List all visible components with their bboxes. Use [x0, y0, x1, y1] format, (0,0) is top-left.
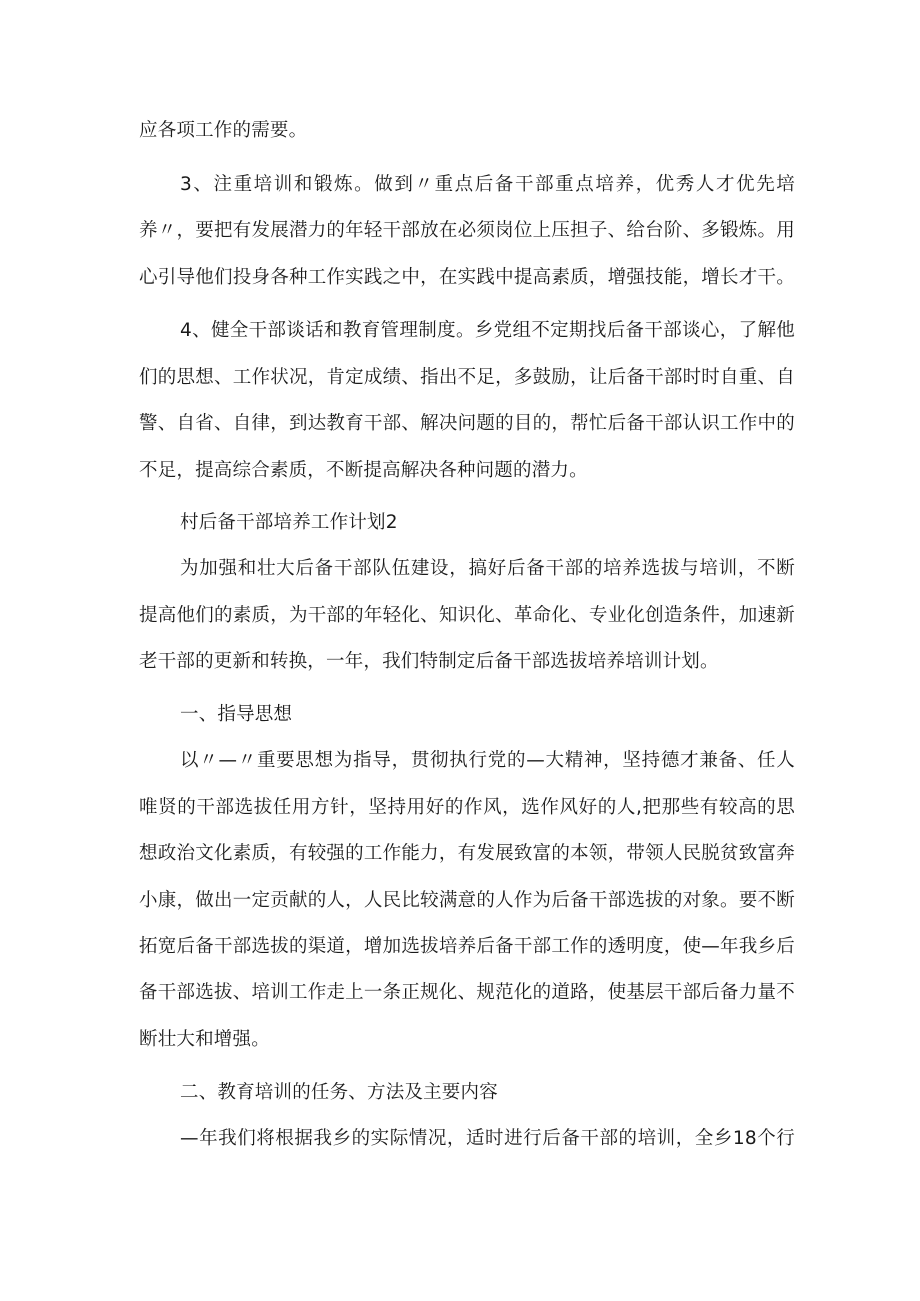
text-line: 断壮大和增强。: [139, 1029, 270, 1050]
text-line: 4、健全干部谈话和教育管理制度。乡党组不定期找后备干部谈心，了解他: [180, 320, 795, 341]
section-heading: 一、指导思想: [180, 704, 293, 725]
text-line: 小康，做出一定贡献的人，人民比较满意的人作为后备干部选拔的对象。要不断: [139, 890, 795, 911]
text-line: 养〃，要把有发展潜力的年轻干部放在必须岗位上压担子、给台阶、多锻炼。用: [139, 220, 795, 241]
text-line: 想政治文化素质，有较强的工作能力，有发展致富的本领，带领人民脱贫致富奔: [139, 843, 795, 864]
text-line: 以〃—〃重要思想为指导，贯彻执行党的—大精神，坚持德才兼备、任人: [180, 750, 795, 771]
text-line: 警、自省、自律，到达教育干部、解决问题的目的，帮忙后备干部认识工作中的: [139, 413, 795, 434]
text-line: 唯贤的干部选拔任用方针，坚持用好的作风，选作风好的人,把那些有较高的思: [139, 797, 795, 818]
text-line: 们的思想、工作状况，肯定成绩、指出不足，多鼓励，让后备干部时时自重、自: [139, 367, 795, 388]
section-heading: 村后备干部培养工作计划2: [180, 512, 398, 533]
text-line: 为加强和壮大后备干部队伍建设，搞好后备干部的培养选拔与培训，不断: [180, 558, 795, 579]
text-line: 应各项工作的需要。: [139, 120, 308, 141]
text-line: 备干部选拔、培训工作走上一条正规化、规范化的道路，使基层干部后备力量不: [139, 982, 795, 1003]
text-line: 提高他们的素质，为干部的年轻化、知识化、革命化、专业化创造条件，加速新: [139, 605, 795, 626]
text-line: 老干部的更新和转换，一年，我们特制定后备干部选拔培养培训计划。: [139, 651, 719, 672]
text-line: 不足，提高综合素质，不断提高解决各种问题的潜力。: [139, 460, 588, 481]
text-line: 心引导他们投身各种工作实践之中，在实践中提高素质，增强技能，增长才干。: [139, 267, 795, 288]
text-line: 3、注重培训和锻炼。做到〃重点后备干部重点培养，优秀人才优先培: [180, 174, 795, 195]
section-heading: 二、教育培训的任务、方法及主要内容: [180, 1082, 498, 1103]
text-line: 拓宽后备干部选拔的渠道，增加选拔培养后备干部工作的透明度，使—年我乡后: [139, 936, 795, 957]
text-line: —年我们将根据我乡的实际情况，适时进行后备干部的培训，全乡18个行: [180, 1128, 795, 1149]
